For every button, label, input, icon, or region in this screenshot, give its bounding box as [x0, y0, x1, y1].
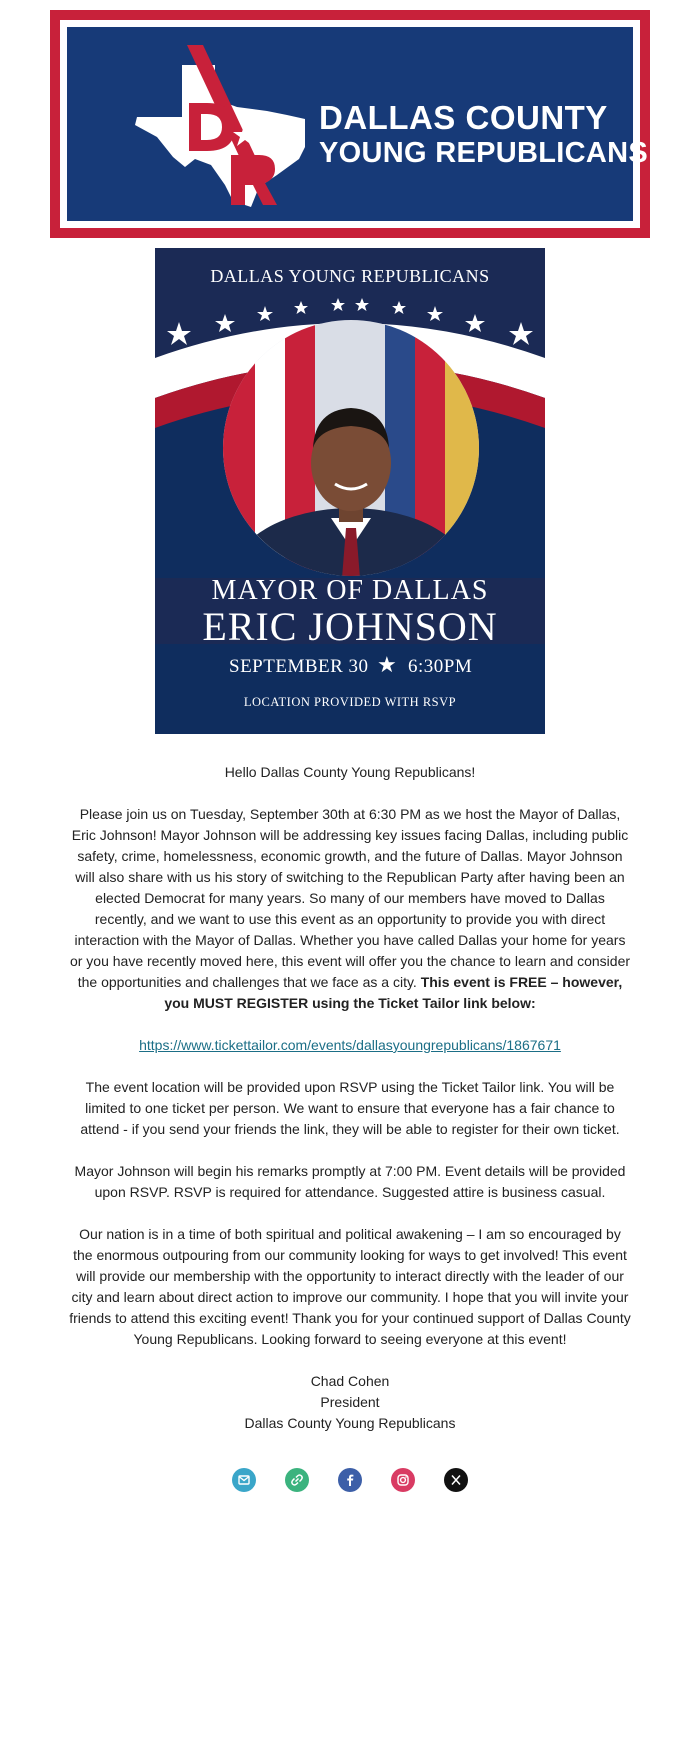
flyer-title: DALLAS YOUNG REPUBLICANS: [210, 266, 490, 286]
signature-name: Chad Cohen: [310, 1373, 390, 1389]
email-body: [68, 762, 632, 1434]
location-paragraph: The event location will be provided upon RSVP using the Ticket Tailor link. You will be limited to one ticket per person. We want to ensure that everyone has a fair chance to attend - if you send your friends the link, they will be able to register for their own ticket.: [80, 1079, 620, 1137]
greeting: Hello Dallas County Young Republicans!: [224, 764, 476, 780]
intro-register-note: This event is FREE – however, you MUST REGISTER using the Ticket Tailor link below:: [164, 974, 623, 1011]
intro-paragraph: [68, 804, 632, 1014]
org-name-line2: YOUNG REPUBLICANS: [319, 137, 648, 169]
header-banner: [50, 10, 650, 238]
social-icons: [0, 1468, 700, 1492]
signature-role: President: [320, 1394, 380, 1410]
flyer-event-time: 6:30PM: [408, 656, 473, 677]
flyer-mayor-name: ERIC JOHNSON: [202, 604, 498, 649]
org-name-line1: DALLAS COUNTY: [319, 99, 608, 136]
intro-text: Please join us on Tuesday, September 30th at 6:30 PM as we host the Mayor of Dallas, Eric Johnson! Mayor Johnson will be addressing key issues facing Dallas, including public safety, crime, homelessness, economic growth, and the future of Dallas. Mayor Johnson will also share with us his story of switching to the Republican Party after having been an elected Democrat for many years. So many of our members have moved to Dallas recently, and we want to use this event as an opportunity to provide you with direct interaction with the Mayor of Dallas. Whether you have called Dallas your home for years or you have recently moved here, this event will offer you the chance to learn and consider the opportunities and challenges that we face as a city.: [69, 806, 631, 990]
facebook-icon[interactable]: [338, 1468, 362, 1492]
flyer-mayor-title: MAYOR OF DALLAS: [211, 575, 489, 606]
signature: [68, 1371, 632, 1434]
flyer-event-date: SEPTEMBER 30: [229, 656, 369, 677]
signature-organization: Dallas County Young Republicans: [244, 1415, 456, 1431]
email-icon[interactable]: [232, 1468, 256, 1492]
remarks-paragraph: Mayor Johnson will begin his remarks promptly at 7:00 PM. Event details will be provided upon RSVP. RSVP is required for attendance. Suggested attire is business casual.: [74, 1163, 626, 1200]
link-icon[interactable]: [285, 1468, 309, 1492]
dyr-logo: [127, 37, 327, 217]
closing-paragraph: Our nation is in a time of both spiritual and political awakening – I am so encouraged by the enormous outpouring from our community looking for ways to get involved! This event will provide our membership with the opportunity to interact directly with the leader of our city and learn about direct action to improve our community. I hope that you will invite your friends to attend this exciting event! Thank you for your continued support of Dallas County Young Republicans. Looking forward to seeing everyone at this event!: [69, 1226, 631, 1347]
instagram-icon[interactable]: [391, 1468, 415, 1492]
flyer-location-note: LOCATION PROVIDED WITH RSVP: [243, 695, 457, 709]
header-background: [67, 27, 648, 221]
x-icon[interactable]: [444, 1468, 468, 1492]
ticket-tailor-link[interactable]: https://www.tickettailor.com/events/dallasyoungrepublicans/1867671: [139, 1037, 561, 1053]
star-icon: ★: [377, 652, 397, 677]
event-flyer: [155, 248, 545, 734]
ticket-link-paragraph: [68, 1035, 632, 1056]
